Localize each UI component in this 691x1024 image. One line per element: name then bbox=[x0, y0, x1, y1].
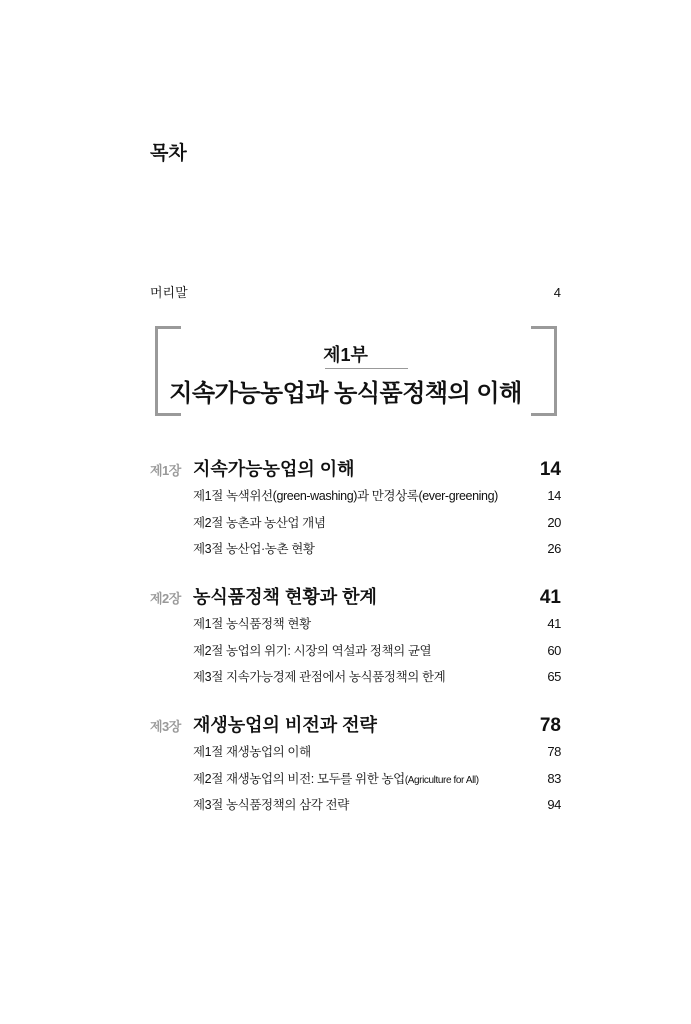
section-title: 농업의 위기: 시장의 역설과 정책의 균열 bbox=[225, 643, 432, 658]
toc-entry-section[interactable] bbox=[193, 486, 561, 504]
toc-entry-chapter[interactable] bbox=[150, 455, 561, 481]
section-page: 60 bbox=[547, 642, 561, 658]
section-title: 농식품정책의 삼각 전략 bbox=[225, 798, 349, 812]
section-title: 농촌과 농산업 개념 bbox=[225, 515, 326, 530]
part-label: 제1부 bbox=[323, 345, 368, 365]
toc-entry-chapter[interactable] bbox=[150, 711, 561, 737]
page-title: 목차 bbox=[150, 143, 187, 164]
section-page: 41 bbox=[547, 616, 561, 631]
entry-title: 머리말 bbox=[150, 285, 188, 300]
section-page: 83 bbox=[547, 770, 561, 786]
entry-page: 4 bbox=[553, 285, 561, 300]
section-number: 제2절 bbox=[193, 643, 223, 658]
chapter-title: 재생농업의 비전과 전략 bbox=[193, 715, 377, 735]
chapter-number: 제3장 bbox=[150, 719, 181, 734]
toc-entry-section[interactable] bbox=[193, 795, 561, 813]
section-page: 20 bbox=[547, 514, 561, 530]
toc-entry-section[interactable] bbox=[193, 742, 561, 760]
chapter-number: 제2장 bbox=[150, 591, 181, 606]
toc-entry-section[interactable] bbox=[193, 641, 561, 659]
section-page: 26 bbox=[547, 541, 561, 556]
section-page: 65 bbox=[547, 669, 561, 684]
section-page: 14 bbox=[547, 488, 561, 503]
section-page: 94 bbox=[547, 797, 561, 812]
toc-entry-section[interactable] bbox=[193, 539, 561, 557]
section-number: 제3절 bbox=[193, 542, 223, 556]
toc-entry-section[interactable] bbox=[193, 667, 561, 685]
toc-entry-section[interactable] bbox=[193, 614, 561, 632]
section-number: 제2절 bbox=[193, 771, 223, 786]
section-number: 제3절 bbox=[193, 670, 223, 684]
section-number: 제3절 bbox=[193, 798, 223, 812]
chapter-title: 지속가능농업의 이해 bbox=[193, 459, 355, 479]
chapter-page: 41 bbox=[539, 587, 561, 608]
section-title: 농식품정책 현황 bbox=[225, 617, 311, 631]
section-title: 재생농업의 이해 bbox=[225, 745, 311, 759]
section-title: 녹색위선(green-washing)과 만경상록(ever-greening) bbox=[225, 489, 498, 503]
section-number: 제2절 bbox=[193, 515, 223, 530]
part-title: 지속가능농업과 농식품정책의 이해 bbox=[169, 380, 522, 407]
section-number: 제1절 bbox=[193, 617, 223, 631]
section-page: 78 bbox=[547, 744, 561, 759]
chapter-page: 14 bbox=[539, 459, 561, 480]
chapter-title: 농식품정책 현황과 한계 bbox=[193, 587, 377, 607]
section-title-suffix: (Agriculture for All) bbox=[404, 774, 479, 786]
section-title: 지속가능경제 관점에서 농식품정책의 한계 bbox=[225, 670, 446, 684]
section-number: 제1절 bbox=[193, 745, 223, 759]
toc-entry-preface[interactable] bbox=[150, 282, 561, 301]
toc-entry-chapter[interactable] bbox=[150, 583, 561, 609]
part-divider bbox=[325, 368, 408, 369]
chapter-number: 제1장 bbox=[150, 463, 181, 478]
section-number: 제1절 bbox=[193, 489, 223, 503]
chapter-page: 78 bbox=[539, 715, 561, 736]
section-title: 농산업·농촌 현황 bbox=[225, 542, 315, 556]
toc-entry-section[interactable] bbox=[193, 769, 561, 787]
toc-entry-section[interactable] bbox=[193, 513, 561, 531]
section-title: 재생농업의 비전: 모두를 위한 농업 bbox=[225, 771, 405, 786]
